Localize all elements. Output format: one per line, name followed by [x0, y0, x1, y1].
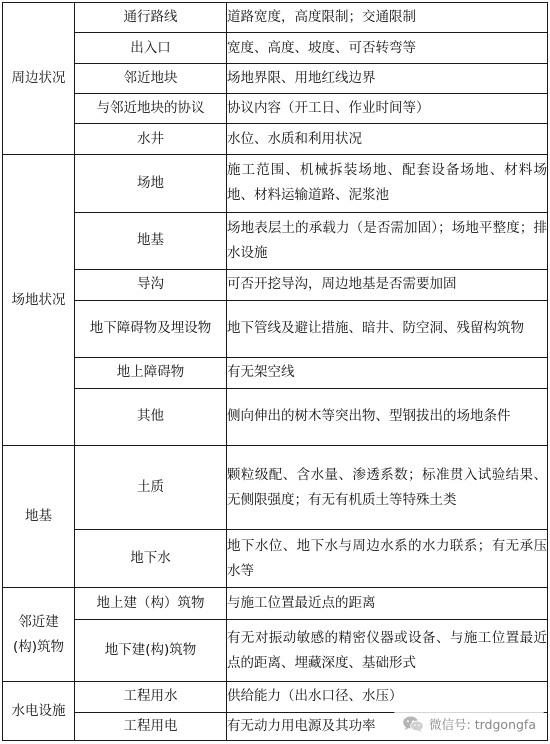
table-row [3, 588, 548, 620]
wechat-icon [402, 715, 424, 733]
content-cell: 宽度、高度、坡度、可否转弯等 [227, 33, 548, 63]
content-cell: 侧向伸出的树木等突出物、型钢拔出的场地条件 [227, 388, 548, 446]
content-cell: 与施工位置最近点的距离 [227, 588, 548, 620]
content-cell: 地下管线及避让措施、暗井、防空洞、残留构筑物 [227, 300, 548, 358]
content-cell: 有无架空线 [227, 358, 548, 388]
watermark-text: 微信号: trdgongfa [429, 717, 536, 732]
survey-table [2, 2, 548, 741]
table-row [3, 212, 548, 270]
content-cell: 场地界限、用地红线边界 [227, 63, 548, 93]
table-row [3, 33, 548, 63]
item-cell: 通行路线 [75, 3, 227, 33]
item-cell: 地上障碍物 [75, 358, 227, 388]
table-row [3, 94, 548, 124]
category-cell [3, 3, 75, 155]
content-cell: 协议内容（开工日、作业时间等） [227, 94, 548, 124]
category-label: 水电设施 [11, 702, 66, 719]
item-cell: 邻近地块 [75, 63, 227, 93]
content-cell: 场地表层土的承载力（是否需加固）；场地平整度；排水设施 [227, 212, 548, 270]
item-cell: 工程用水 [75, 682, 227, 712]
content-cell: 可否开挖导沟，周边地基是否需要加固 [227, 270, 548, 300]
table-row [3, 300, 548, 358]
content-cell: 供给能力（出水口径、水压） [227, 682, 548, 712]
table-row [3, 682, 548, 712]
category-label: 周边状况 [11, 69, 66, 86]
content-cell: 有无对振动敏感的精密仪器或设备、与施工位置最近点的距离、埋藏深度、基础形式 [227, 620, 548, 682]
category-cell [3, 154, 75, 446]
table-row [3, 388, 548, 446]
table-row [3, 358, 548, 388]
item-cell: 出入口 [75, 33, 227, 63]
item-cell: 其他 [75, 388, 227, 446]
content-cell: 颗粒级配、含水量、渗透系数；标准贯入试验结果、无侧限强度；有无有机质土等特殊土类 [227, 446, 548, 530]
item-cell: 场地 [75, 154, 227, 212]
item-cell: 地下建(构)筑物 [75, 620, 227, 682]
watermark [394, 710, 544, 738]
table-row [3, 530, 548, 588]
item-cell: 地下障碍物及埋设物 [75, 300, 227, 358]
content-cell: 地下水位、地下水与周边水系的水力联系；有无承压水等 [227, 530, 548, 588]
item-cell: 水井 [75, 124, 227, 154]
item-cell: 地基 [75, 212, 227, 270]
content-cell: 施工范围、机械拆装场地、配套设备场地、材料场地、材料运输道路、泥浆池 [227, 154, 548, 212]
survey-table-body [3, 3, 548, 741]
category-cell [3, 682, 75, 741]
table-row [3, 63, 548, 93]
content-cell: 道路宽度，高度限制；交通限制 [227, 3, 548, 33]
table-row [3, 270, 548, 300]
item-cell: 导沟 [75, 270, 227, 300]
content-cell: 水位、水质和利用状况 [227, 124, 548, 154]
category-label: 邻近建 (构)筑物 [12, 613, 65, 655]
content-cell: 有无动力用电源及其功率 [227, 712, 548, 740]
item-cell: 与邻近地块的协议 [75, 94, 227, 124]
category-cell [3, 588, 75, 682]
item-cell: 地下水 [75, 530, 227, 588]
table-row [3, 154, 548, 212]
table-row [3, 620, 548, 682]
item-cell: 地上建（构）筑物 [75, 588, 227, 620]
category-cell [3, 446, 75, 588]
table-row [3, 3, 548, 33]
table-row [3, 124, 548, 154]
table-row [3, 446, 548, 530]
item-cell: 土质 [75, 446, 227, 530]
category-label: 场地状况 [11, 291, 66, 308]
item-cell: 工程用电 [75, 712, 227, 740]
category-label: 地基 [25, 508, 52, 525]
